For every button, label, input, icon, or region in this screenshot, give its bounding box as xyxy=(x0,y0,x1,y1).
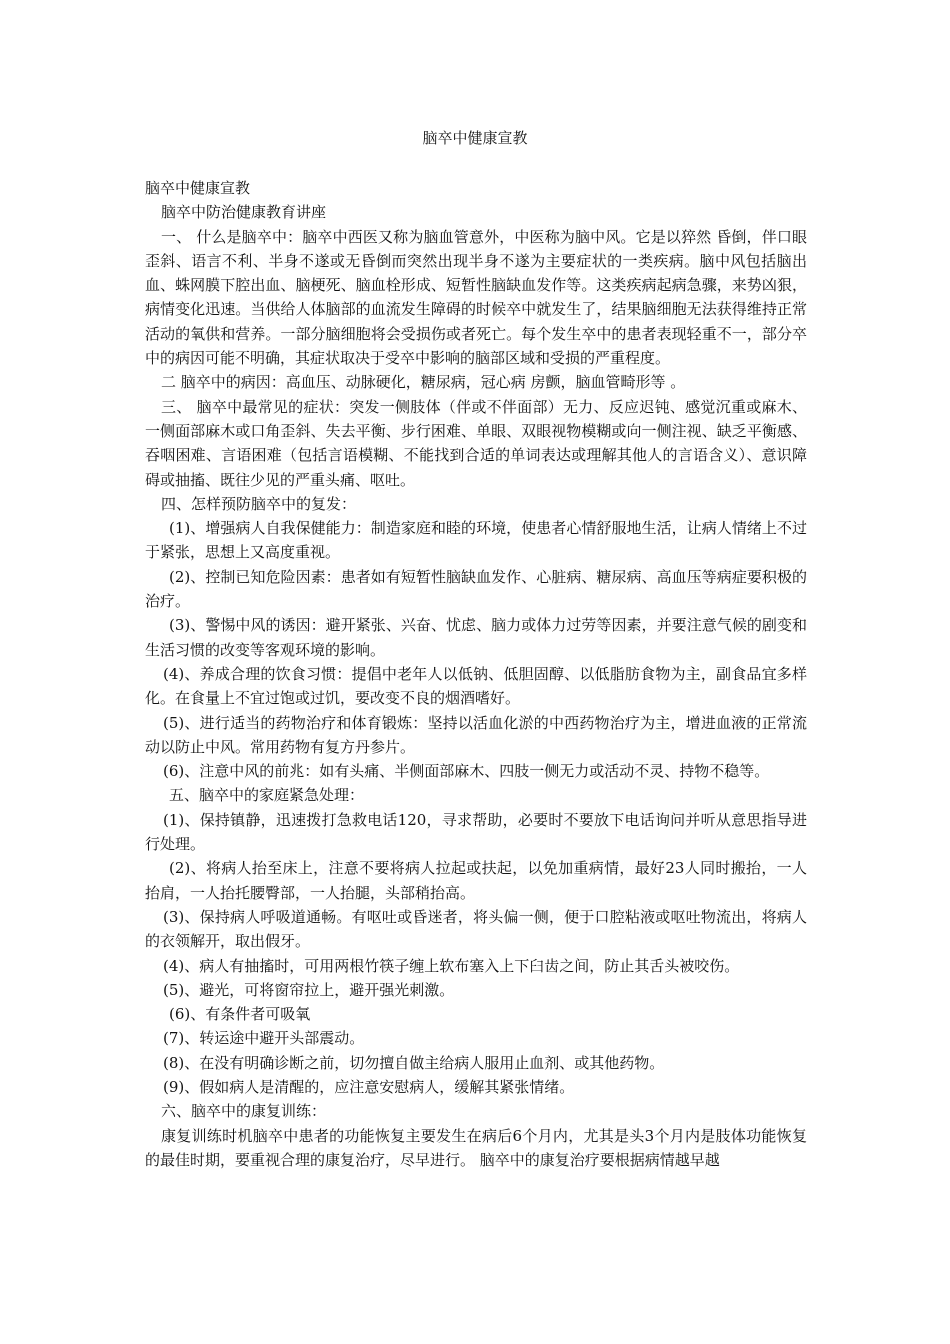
section-4-item-5: (5)、进行适当的药物治疗和体育锻炼：坚持以活血化淤的中西药物治疗为主，增进血液的正常流动以防止中风。常用药物有复方丹参片。 xyxy=(145,713,807,756)
section-5-heading: 五、脑卒中的家庭紧急处理： xyxy=(169,786,365,805)
section-4-item-4: (4)、养成合理的饮食习惯：提倡中老年人以低钠、低胆固醇、以低脂肪食物为主，副食品宜多样化。在食量上不宜过饱或过饥，要改变不良的烟酒嗜好。 xyxy=(145,664,807,708)
section-4-item-2: (2)、控制已知危险因素：患者如有短暂性脑缺血发作、心脏病、糖尿病、高血压等病症要积极的治疗。 xyxy=(145,567,807,611)
section-2-causes: 二 脑卒中的病因：高血压、动脉硬化，糖尿病，冠心病 房颤，脑血管畸形等 。 xyxy=(161,373,686,392)
section-5-item-3: (3)、保持病人呼吸道通畅。有呕吐或昏迷者，将头偏一侧，便于口腔粘液或呕吐物流出，将病人的衣领解开，取出假牙。 xyxy=(145,907,807,951)
section-5-item-2: (2)、将病人抬至床上，注意不要将病人拉起或扶起，以免加重病情，最好23人同时搬抬，一人抬肩，一人抬托腰臀部，一人抬腿，头部稍抬高。 xyxy=(145,859,807,902)
section-4-item-1: (1)、增强病人自我保健能力：制造家庭和睦的环境，使患者心情舒服地生活，让病人情绪上不过于紧张，思想上又高度重视。 xyxy=(145,519,807,562)
heading-paragraph: 脑卒中健康宣教 xyxy=(145,179,251,197)
document-body xyxy=(145,176,807,1172)
subheading-paragraph: 脑卒中防治健康教育讲座 xyxy=(161,203,327,222)
section-3-symptoms: 三、 脑卒中最常见的症状：突发一侧肢体（伴或不伴面部）无力、反应迟钝、感觉沉重或麻木、一侧面部麻木或口角歪斜、失去平衡、步行困难、单眼、双眼视物模糊或向一侧注视、缺乏平衡感、吞咽困难、言语困难（包括言语模糊、不能找到合适的单词表达或理解其他人的言语含义）、意识障碍或抽搐、既往少见的严重头痛、呕吐。 xyxy=(145,397,807,489)
section-6-heading: 六、脑卒中的康复训练： xyxy=(161,1102,327,1121)
section-5-item-6: (6)、有条件者可吸氧 xyxy=(169,1005,311,1024)
section-5-item-5: (5)、避光，可将窗帘拉上，避开强光刺激。 xyxy=(163,980,455,999)
section-5-item-7: (7)、转运途中避开头部震动。 xyxy=(163,1029,365,1048)
section-4-heading: 四、怎样预防脑卒中的复发： xyxy=(161,494,357,513)
document-title: 脑卒中健康宣教 xyxy=(422,129,528,147)
section-5-item-1: (1)、保持镇静，迅速拨打急救电话120，寻求帮助，必要时不要放下电话询问并听从意思指导进行处理。 xyxy=(145,810,807,854)
section-4-item-3: (3)、警惕中风的诱因：避开紧张、兴奋、忧虑、脑力或体力过劳等因素，并要注意气候的剧变和生活习惯的改变等客观环境的影响。 xyxy=(145,616,807,659)
section-4-item-6: (6)、注意中风的前兆：如有头痛、半侧面部麻木、四肢一侧无力或活动不灵、持物不稳等。 xyxy=(163,762,770,781)
section-6-paragraph: 康复训练时机脑卒中患者的功能恢复主要发生在病后6个月内，尤其是头3个月内是肢体功能恢复的最佳时期，要重视合理的康复治疗，尽早进行。 脑卒中的康复治疗要根据病情越早越 xyxy=(145,1126,807,1169)
section-1-definition: 一、 什么是脑卒中：脑卒中西医又称为脑血管意外，中医称为脑中风。它是以猝然 昏倒，伴口眼歪斜、语言不利、半身不遂或无昏倒而突然出现半身不遂为主要症状的一类疾病。脑中风包括脑出血、蛛网膜下腔出血、脑梗死、脑血栓形成、短暂性脑缺血发作等。这类疾病起病急骤，来势凶狠，病情变化迅速。当供给人体脑部的血流发生障碍的时候卒中就发生了，结果脑细胞无法获得维持正常活动的氧供和营养。一部分脑细胞将会受损伤或者死亡。每个发生卒中的患者表现轻重不一，部分卒中的病因可能不明确，其症状取决于受卒中影响的脑部区域和受损的严重程度。 xyxy=(145,227,807,368)
section-5-item-8: (8)、在没有明确诊断之前，切勿擅自做主给病人服用止血剂、或其他药物。 xyxy=(163,1053,665,1072)
section-5-item-4: (4)、病人有抽搐时，可用两根竹筷子缠上软布塞入上下臼齿之间，防止其舌头被咬伤。 xyxy=(163,956,740,975)
section-5-item-9: (9)、假如病人是清醒的，应注意安慰病人，缓解其紧张情绪。 xyxy=(163,1077,575,1096)
